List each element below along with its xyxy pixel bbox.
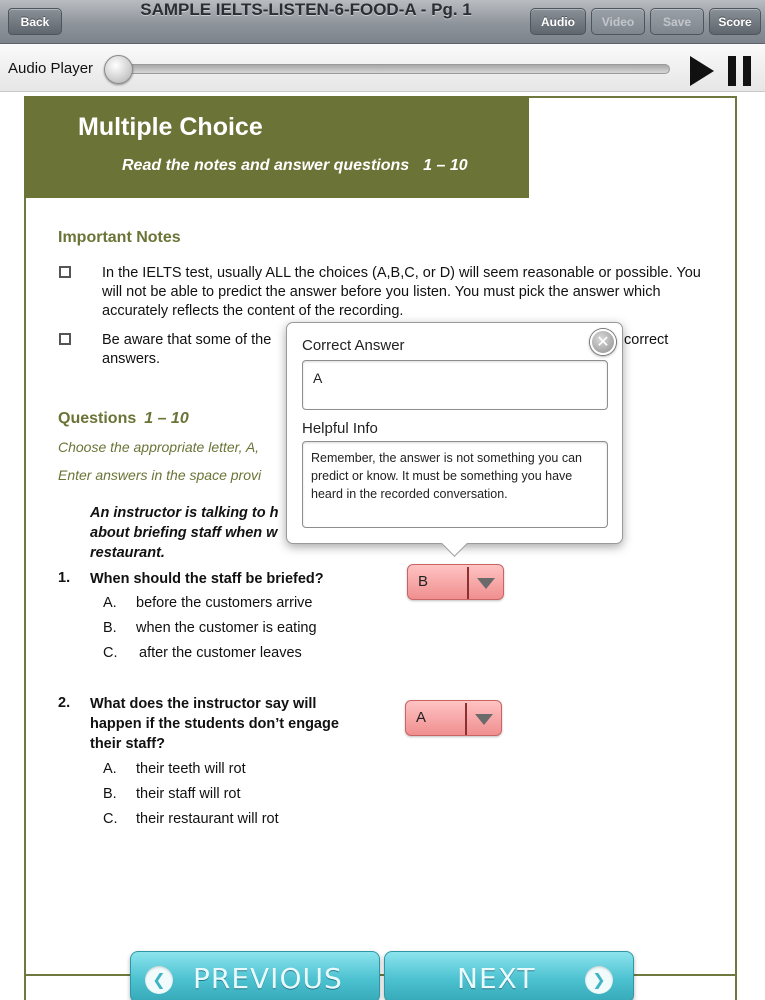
question-1-answer-select[interactable] <box>407 564 504 600</box>
select-divider <box>467 567 469 599</box>
chevron-right-icon: ❯ <box>585 966 613 994</box>
context-line-2: about briefing staff when w <box>90 525 278 541</box>
note-item-2-end: correct <box>624 332 669 348</box>
previous-button-label: PREVIOUS <box>193 962 343 995</box>
back-button[interactable]: Back <box>8 8 62 35</box>
instruction-line-1: Choose the appropriate letter, A, <box>58 439 260 455</box>
q2-option-c-letter: C. <box>103 811 118 827</box>
checkbox-icon <box>59 333 71 345</box>
audio-button[interactable]: Audio <box>530 8 586 35</box>
q2-option-c-text: their restaurant will rot <box>136 811 279 827</box>
page-title: SAMPLE IELTS-LISTEN-6-FOOD-A - Pg. 1 <box>140 0 472 19</box>
helpful-info-text: Remember, the answer is not something you can predict or know. It must be something you have heard in the recorded conversation. <box>311 451 582 501</box>
chevron-down-icon[interactable] <box>475 714 493 725</box>
instruction-line-2: Enter answers in the space provi <box>58 467 262 483</box>
pause-icon[interactable] <box>728 56 751 86</box>
questions-title <box>58 410 189 428</box>
select-divider <box>465 703 467 735</box>
section-header-banner <box>24 96 529 198</box>
next-button[interactable] <box>384 951 634 1000</box>
q2-option-a-letter: A. <box>103 761 117 777</box>
important-notes-title: Important Notes <box>58 229 181 246</box>
helpful-info-field <box>302 441 608 528</box>
chevron-down-icon[interactable] <box>477 578 495 589</box>
questions-range: 1 – 10 <box>144 410 189 427</box>
questions-title-text: Questions <box>58 410 137 427</box>
audio-player-label: Audio Player <box>8 60 94 77</box>
context-line-1: An instructor is talking to h <box>90 505 279 521</box>
next-button-label: NEXT <box>457 962 536 995</box>
video-button[interactable]: Video <box>591 8 645 35</box>
q1-option-b-letter: B. <box>103 620 117 636</box>
q1-option-a-letter: A. <box>103 595 117 611</box>
section-header-subtitle <box>122 157 468 175</box>
question-1-number: 1. <box>58 570 71 586</box>
note-item-2-cont: answers. <box>102 351 161 367</box>
audio-progress-track[interactable] <box>110 64 670 74</box>
audio-scrubber-handle[interactable] <box>104 55 133 84</box>
correct-answer-field <box>302 360 608 410</box>
header-subtitle-range: 1 – 10 <box>423 157 468 174</box>
question-2-text-line-2: happen if the students don’t engage <box>90 716 339 732</box>
q2-option-a-text: their teeth will rot <box>136 761 246 777</box>
score-button[interactable]: Score <box>709 8 761 35</box>
previous-button[interactable] <box>130 951 380 1000</box>
checkbox-icon <box>59 266 71 278</box>
note-item-1: In the IELTS test, usually ALL the choices (A,B,C, or D) will seem reasonable or possible. You will not be able to predict the answer before you listen. You must pick the answer which accurately reflects the content of the recording. <box>102 265 701 319</box>
q1-option-c-letter: C. <box>103 645 118 661</box>
q1-option-b-text: when the customer is eating <box>136 620 317 636</box>
q2-option-b-letter: B. <box>103 786 117 802</box>
top-navigation-bar <box>0 0 765 44</box>
note-item-2: Be aware that some of the <box>102 332 272 348</box>
helpful-info-label: Helpful Info <box>302 420 378 437</box>
correct-answer-label: Correct Answer <box>302 337 405 354</box>
context-line-3: restaurant. <box>90 545 165 561</box>
answer-feedback-popover <box>286 322 623 544</box>
q2-option-b-text: their staff will rot <box>136 786 241 802</box>
chevron-left-icon: ❮ <box>145 966 173 994</box>
close-icon[interactable]: ✕ <box>590 329 616 355</box>
question-2-number: 2. <box>58 695 71 711</box>
question-1-selected-value: B <box>418 573 429 590</box>
question-2-text-line-1: What does the instructor say will <box>90 696 317 712</box>
question-2-selected-value: A <box>416 709 427 726</box>
correct-answer-value: A <box>313 370 323 386</box>
q1-option-c-text: after the customer leaves <box>139 645 302 661</box>
save-button[interactable]: Save <box>650 8 704 35</box>
question-2-answer-select[interactable] <box>405 700 502 736</box>
play-icon[interactable] <box>690 56 714 86</box>
q1-option-a-text: before the customers arrive <box>136 595 313 611</box>
question-2-text-line-3: their staff? <box>90 736 165 752</box>
header-subtitle-text: Read the notes and answer questions <box>122 157 410 174</box>
section-header-title: Multiple Choice <box>78 113 263 141</box>
audio-player-bar <box>0 44 765 92</box>
question-1-text: When should the staff be briefed? <box>90 571 324 587</box>
